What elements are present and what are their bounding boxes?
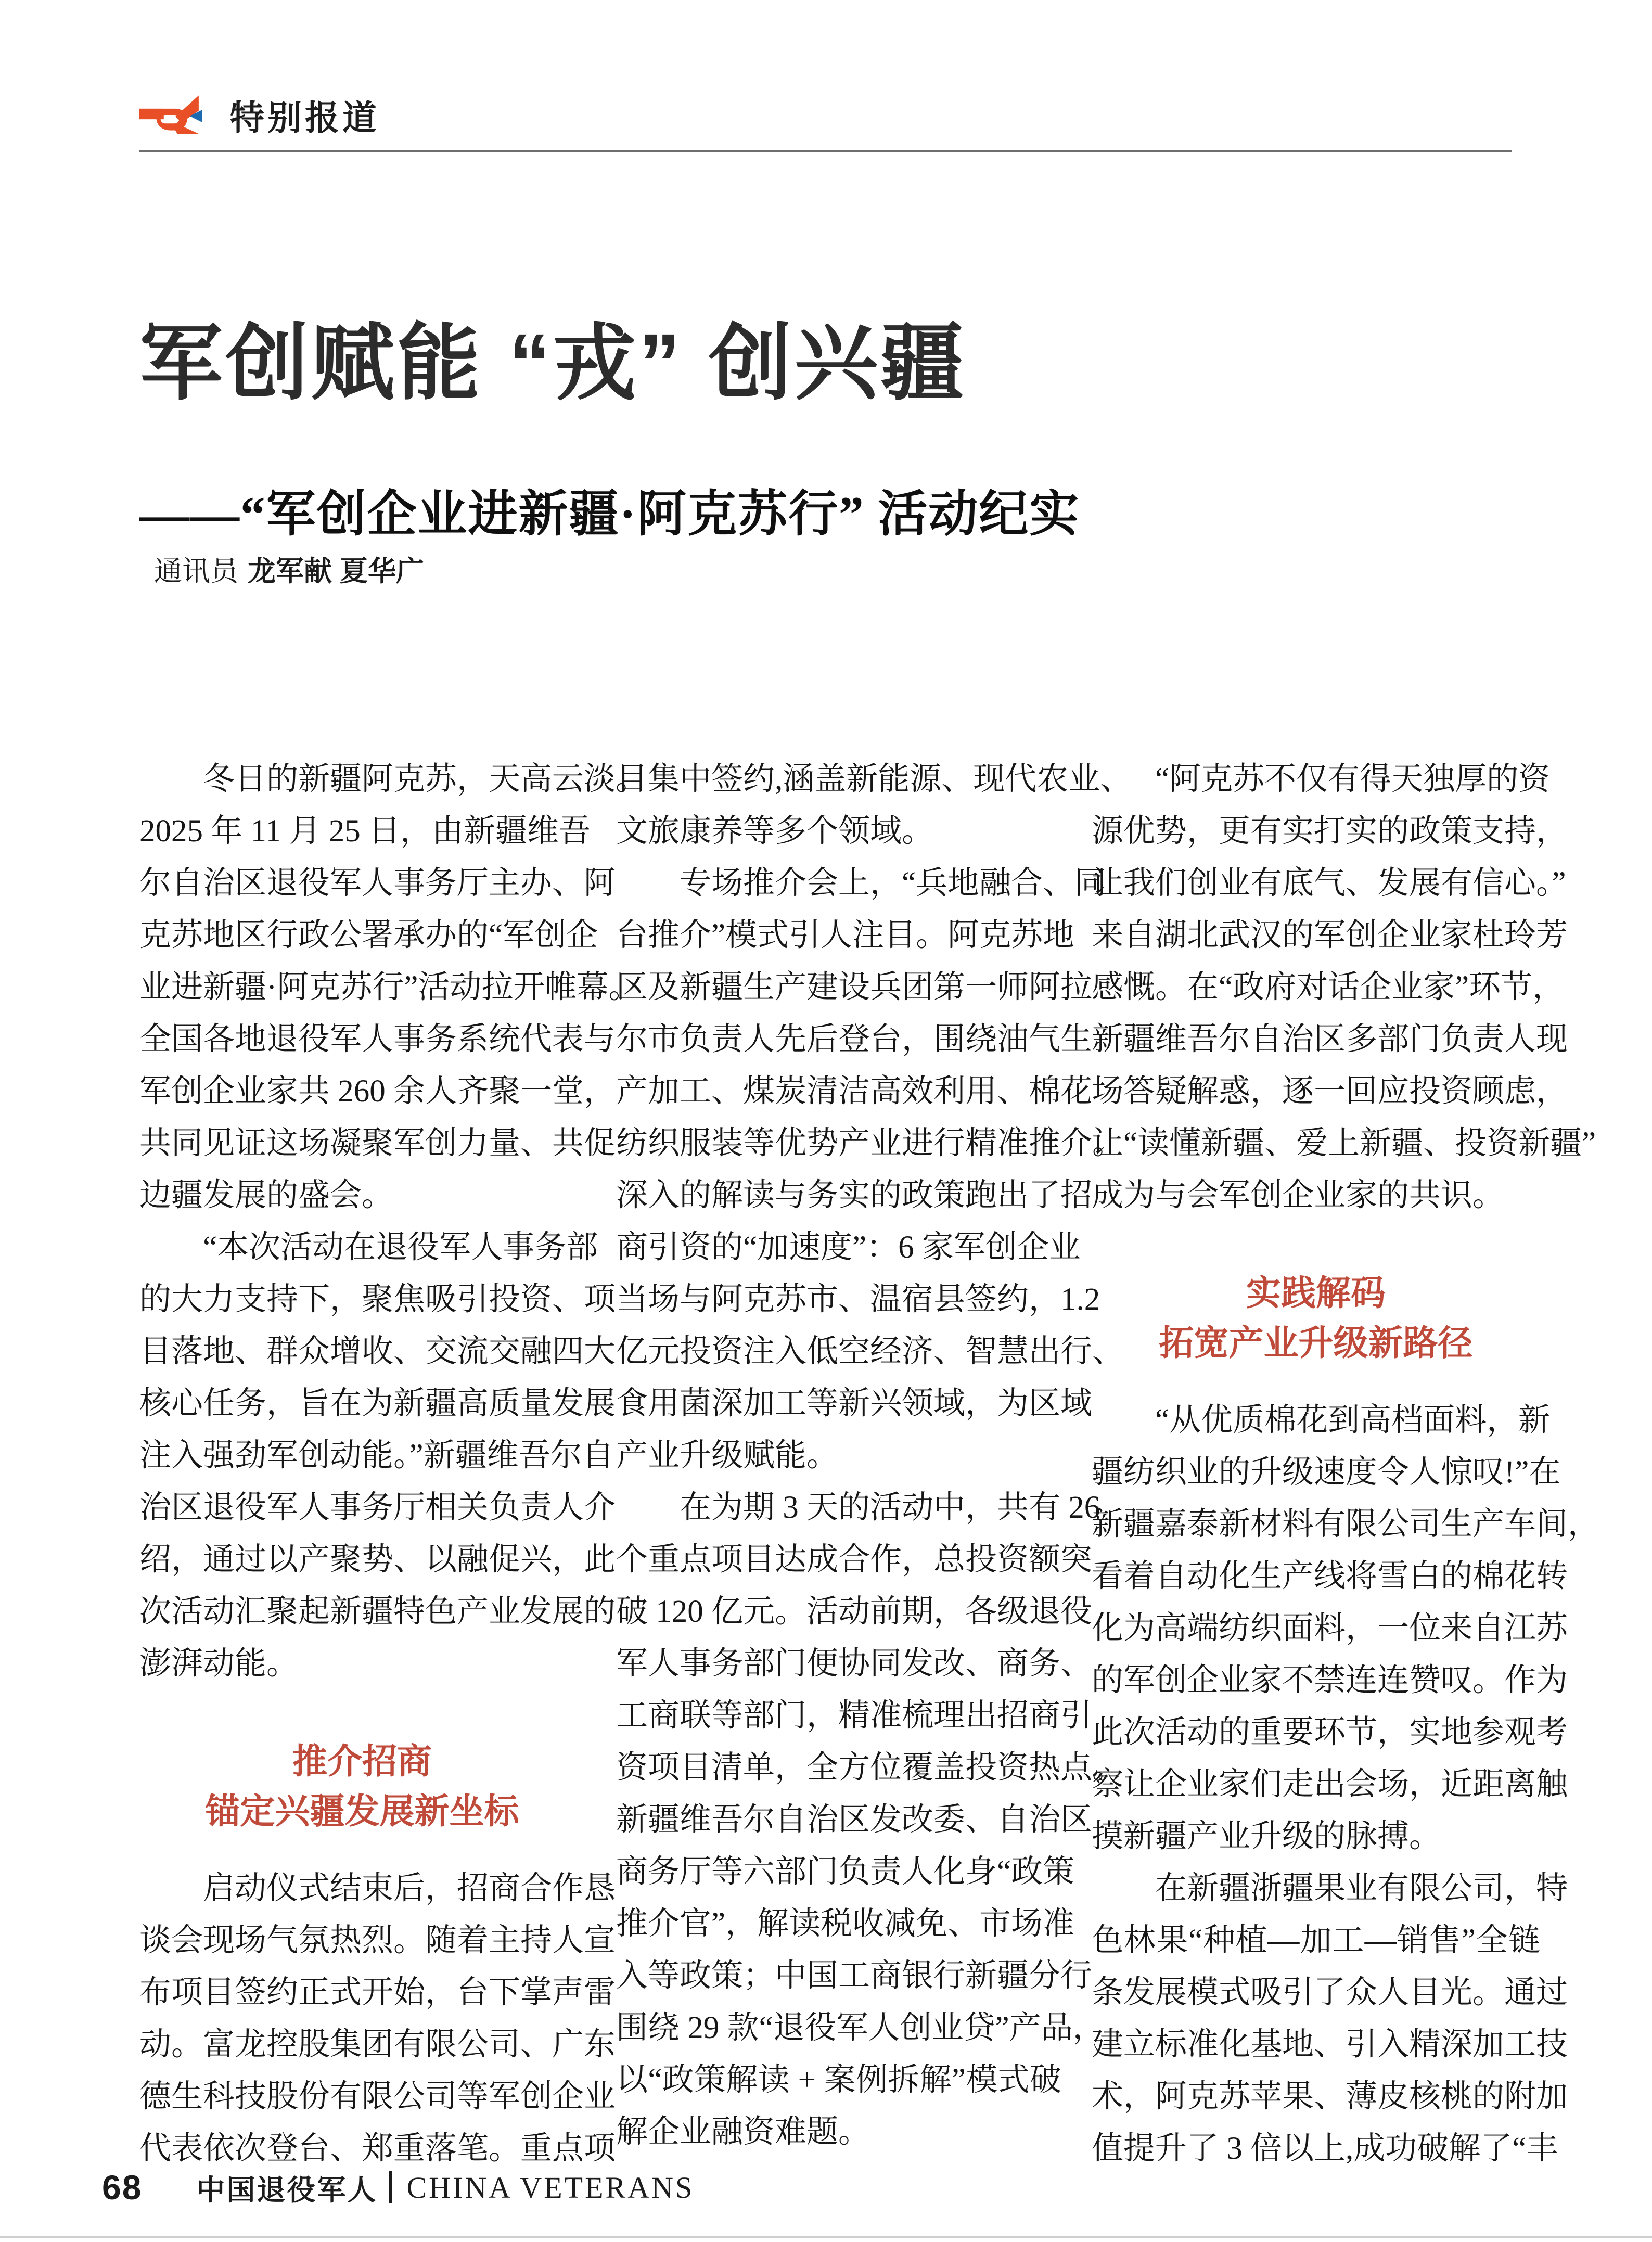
body-line: 产业升级赋能。 xyxy=(616,1438,839,1473)
magazine-name-cn: 中国退役军人 xyxy=(196,2173,378,2206)
byline xyxy=(154,555,424,588)
body-line: 建立标准化基地、引入精深加工技 xyxy=(1092,2027,1568,2062)
byline-authors: 龙军献 夏华广 xyxy=(248,556,425,587)
body-line: 目集中签约,涵盖新能源、现代农业、 xyxy=(616,762,1132,797)
body-line: 区及新疆生产建设兵团第一师阿拉 xyxy=(616,970,1093,1005)
footer-separator xyxy=(389,2171,392,2203)
body-line: 疆纺织业的升级速度令人惊叹!”在 xyxy=(1092,1455,1561,1490)
body-line: 资项目清单，全方位覆盖投资热点。 xyxy=(616,1750,1124,1785)
body-line: 个重点项目达成合作，总投资额突 xyxy=(616,1542,1093,1577)
article-title: 军创赋能 “戎” 创兴疆 xyxy=(139,316,966,409)
section-heading xyxy=(1092,1269,1540,1368)
page-bottom-edge xyxy=(0,2236,1652,2238)
page-header xyxy=(139,93,380,136)
body-line: 色林果“种植—加工—销售”全链 xyxy=(1092,1923,1540,1958)
body-line: 绍，通过以产聚势、以融促兴，此 xyxy=(139,1542,616,1577)
body-line: 核心任务，旨在为新疆高质量发展 xyxy=(139,1386,616,1421)
body-line: “阿克苏不仅有得天独厚的资 xyxy=(1155,762,1551,797)
body-line: 尔自治区退役军人事务厅主办、阿 xyxy=(139,866,616,901)
body-line: 条发展模式吸引了众人目光。通过 xyxy=(1092,1975,1568,2010)
section-heading-line: 拓宽产业升级新路径 xyxy=(1159,1324,1473,1363)
body-line: 尔市负责人先后登台，围绕油气生 xyxy=(616,1022,1093,1057)
body-line: 让我们创业有底气、发展有信心。” xyxy=(1092,866,1566,901)
body-line: 2025 年 11 月 25 日，由新疆维吾 xyxy=(139,814,591,849)
body-line: 源优势，更有实打实的政策支持， xyxy=(1092,814,1568,849)
body-line: 纺织服装等优势产业进行精准推介。 xyxy=(616,1126,1124,1161)
body-line: 启动仪式结束后，招商合作恳 xyxy=(203,1871,616,1906)
body-line: 的军创企业家不禁连连赞叹。作为 xyxy=(1092,1663,1568,1698)
body-line: 全国各地退役军人事务系统代表与 xyxy=(139,1022,616,1057)
body-line: 在新疆浙疆果业有限公司，特 xyxy=(1155,1871,1568,1906)
body-line: 克苏地区行政公署承办的“军创企 xyxy=(139,918,598,953)
body-line: 代表依次登台、郑重落笔。重点项 xyxy=(139,2131,616,2166)
section-heading xyxy=(139,1737,585,1837)
body-line: 成为与会军创企业家的共识。 xyxy=(1092,1178,1505,1213)
body-line: 摸新疆产业升级的脉搏。 xyxy=(1092,1819,1441,1854)
body-line: 看着自动化生产线将雪白的棉花转 xyxy=(1092,1559,1568,1594)
body-line: 新疆维吾尔自治区多部门负责人现 xyxy=(1092,1022,1568,1057)
body-line: 治区退役军人事务厅相关负责人介 xyxy=(139,1490,616,1525)
body-line: 感慨。在“政府对话企业家”环节， xyxy=(1092,970,1565,1005)
body-line: 场答疑解惑，逐一回应投资顾虑， xyxy=(1092,1074,1568,1109)
body-line: “从优质棉花到高档面料，新 xyxy=(1155,1403,1551,1438)
body-line: 德生科技股份有限公司等军创企业 xyxy=(139,2079,616,2114)
header-rule xyxy=(139,150,1512,152)
body-line: 察让企业家们走出会场，近距离触 xyxy=(1092,1767,1568,1802)
body-line: 动。富龙控股集团有限公司、广东 xyxy=(139,2027,616,2062)
body-line: 谈会现场气氛热烈。随着主持人宣 xyxy=(139,1923,616,1958)
body-line: 的大力支持下，聚焦吸引投资、项 xyxy=(139,1282,616,1317)
body-line: 共同见证这场凝聚军创力量、共促 xyxy=(139,1126,616,1161)
body-line: 亿元投资注入低空经济、智慧出行、 xyxy=(616,1334,1124,1369)
section-label: 特别报道 xyxy=(230,98,380,137)
text-column-3 xyxy=(1092,753,1600,2175)
body-line: 专场推介会上，“兵地融合、同 xyxy=(680,866,1107,901)
section-heading-line: 实践解码 xyxy=(1246,1274,1386,1313)
body-line: 新疆维吾尔自治区发改委、自治区 xyxy=(616,1802,1093,1837)
body-line: 化为高端纺织面料，一位来自江苏 xyxy=(1092,1611,1568,1646)
body-line: 次活动汇聚起新疆特色产业发展的 xyxy=(139,1594,616,1629)
body-line: 军创企业家共 260 余人齐聚一堂， xyxy=(139,1074,616,1109)
body-line: 以“政策解读 + 案例拆解”模式破 xyxy=(616,2062,1061,2097)
text-column-2 xyxy=(616,753,1132,2158)
section-heading-line: 锚定兴疆发展新坐标 xyxy=(205,1792,519,1831)
body-line: 注入强劲军创动能。”新疆维吾尔自 xyxy=(139,1438,614,1473)
body-line: 让“读懂新疆、爱上新疆、投资新疆” xyxy=(1092,1126,1596,1161)
body-line: 产加工、煤炭清洁高效利用、棉花 xyxy=(616,1074,1093,1109)
body-line: 此次活动的重要环节，实地参观考 xyxy=(1092,1715,1568,1750)
body-line: 解企业融资难题。 xyxy=(616,2115,870,2149)
page-footer xyxy=(102,2169,694,2206)
body-line: 深入的解读与务实的政策跑出了招 xyxy=(616,1178,1093,1213)
body-line: 澎湃动能。 xyxy=(139,1646,299,1681)
body-line: 围绕 29 款“退役军人创业贷”产品， xyxy=(616,2010,1105,2045)
body-line: 食用菌深加工等新兴领域，为区域 xyxy=(616,1386,1093,1421)
article-subtitle: ——“军创企业进新疆·阿克苏行” 活动纪实 xyxy=(139,486,1080,542)
magazine-logo-icon xyxy=(139,94,203,135)
body-line: 业进新疆·阿克苏行”活动拉开帷幕。 xyxy=(139,970,641,1005)
text-column-1 xyxy=(139,753,648,2175)
body-line: 新疆嘉泰新材料有限公司生产车间， xyxy=(1092,1507,1600,1542)
body-line: 推介官”，解读税收减免、市场准 xyxy=(616,1906,1075,1941)
body-line: 在为期 3 天的活动中，共有 26 xyxy=(680,1490,1100,1525)
section-heading-line: 推介招商 xyxy=(292,1742,432,1781)
body-line: 值提升了 3 倍以上,成功破解了“丰 xyxy=(1092,2131,1558,2166)
body-line: 台推介”模式引人注目。阿克苏地 xyxy=(616,918,1075,953)
body-line: “本次活动在退役军人事务部 xyxy=(203,1230,598,1265)
body-line: 术，阿克苏苹果、薄皮核桃的附加 xyxy=(1092,2079,1568,2114)
byline-role: 通讯员 xyxy=(154,556,238,587)
body-line: 工商联等部门，精准梳理出招商引 xyxy=(616,1698,1093,1733)
body-line: 来自湖北武汉的军创企业家杜玲芳 xyxy=(1092,918,1568,953)
body-line: 目落地、群众增收、交流交融四大 xyxy=(139,1334,616,1369)
magazine-name-en: CHINA VETERANS xyxy=(406,2170,695,2205)
body-line: 入等政策；中国工商银行新疆分行 xyxy=(616,1958,1093,1993)
body-line: 布项目签约正式开始，台下掌声雷 xyxy=(139,1975,616,2010)
body-line: 边疆发展的盛会。 xyxy=(139,1178,394,1213)
body-line: 商引资的“加速度”：6 家军创企业 xyxy=(616,1230,1081,1265)
body-line: 破 120 亿元。活动前期，各级退役 xyxy=(616,1594,1093,1629)
body-line: 商务厅等六部门负责人化身“政策 xyxy=(616,1854,1075,1889)
body-line: 当场与阿克苏市、温宿县签约，1.2 xyxy=(616,1282,1100,1317)
body-line: 文旅康养等多个领域。 xyxy=(616,814,934,849)
page-number: 68 xyxy=(102,2168,143,2207)
body-line: 军人事务部门便协同发改、商务、 xyxy=(616,1646,1093,1681)
body-line: 冬日的新疆阿克苏，天高云淡。 xyxy=(203,762,648,797)
